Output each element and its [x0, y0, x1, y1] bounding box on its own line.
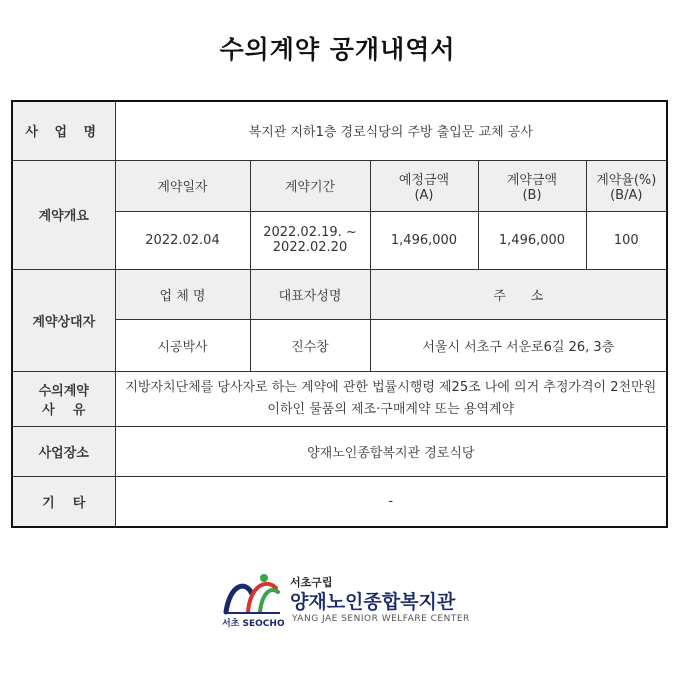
contract-period-value: [250, 211, 370, 269]
contract-summary-label: 계약개요: [12, 160, 115, 269]
header-rate-label: 계약율(%): [596, 172, 657, 188]
page-title: 수의계약 공개내역서: [219, 35, 456, 64]
header-contract-period: 계약기간: [250, 160, 370, 211]
header-estimated-sub: (A): [414, 187, 434, 203]
row-etc: [12, 476, 667, 527]
contract-amount-value: 1,496,000: [478, 211, 586, 269]
reason-label-line1: 수의계약: [38, 383, 89, 399]
address-value: 서울시 서초구 서운로6길 26, 3층: [370, 319, 667, 371]
header-address: 주 소: [370, 269, 667, 319]
header-contract-date: 계약일자: [115, 160, 250, 211]
logo-arch-icon: [220, 572, 284, 616]
header-representative: 대표자성명: [250, 269, 370, 319]
contract-date-value: 2022.02.04: [115, 211, 250, 269]
contract-table: [11, 100, 668, 528]
contract-period-start: 2022.02.19. ~: [263, 225, 357, 240]
etc-value: -: [115, 476, 667, 527]
company-value: 시공박사: [115, 319, 250, 371]
logo-org-small: 서초구립: [290, 576, 333, 589]
header-company: 업 체 명: [115, 269, 250, 319]
row-business-name: [12, 101, 667, 160]
row-counterparty-headers: [12, 269, 667, 319]
representative-value: 진수창: [250, 319, 370, 371]
header-estimated-label: 예정금액: [398, 172, 450, 188]
row-contract-summary-headers: [12, 160, 667, 211]
logo-org-english: YANG JAE SENIOR WELFARE CENTER: [292, 614, 470, 624]
header-contract-rate: [586, 160, 667, 211]
reason-label: [12, 371, 115, 426]
logo-mark-caption: 서초 SEOCHO: [222, 619, 285, 629]
row-reason: [12, 371, 667, 426]
location-value: 양재노인종합복지관 경로식당: [115, 426, 667, 476]
business-name-value: 복지관 지하1층 경로식당의 주방 출입문 교체 공사: [115, 101, 667, 160]
reason-label-line2: 사 유: [42, 402, 86, 418]
header-amount-sub: (B): [522, 187, 542, 203]
etc-label: 기 타: [12, 476, 115, 527]
organization-logo: [220, 572, 470, 632]
contract-period-end: 2022.02.20: [272, 240, 348, 255]
location-label: 사업장소: [12, 426, 115, 476]
header-amount-label: 계약금액: [506, 172, 558, 188]
header-estimated-amount: [370, 160, 478, 211]
business-name-label: 사 업 명: [12, 101, 115, 160]
logo-org-name: 양재노인종합복지관: [290, 591, 456, 613]
reason-value: 지방자치단체를 당사자로 하는 계약에 관한 법률시행령 제25조 나에 의거 추정가격이 2천만원 이하인 물품의 제조·구매계약 또는 용역계약: [115, 371, 667, 426]
logo-mark: [220, 572, 284, 628]
header-contract-amount: [478, 160, 586, 211]
estimated-amount-value: 1,496,000: [370, 211, 478, 269]
header-rate-sub: (B/A): [610, 187, 643, 203]
contract-rate-value: 100: [586, 211, 667, 269]
row-location: [12, 426, 667, 476]
counterparty-label: 계약상대자: [12, 269, 115, 371]
